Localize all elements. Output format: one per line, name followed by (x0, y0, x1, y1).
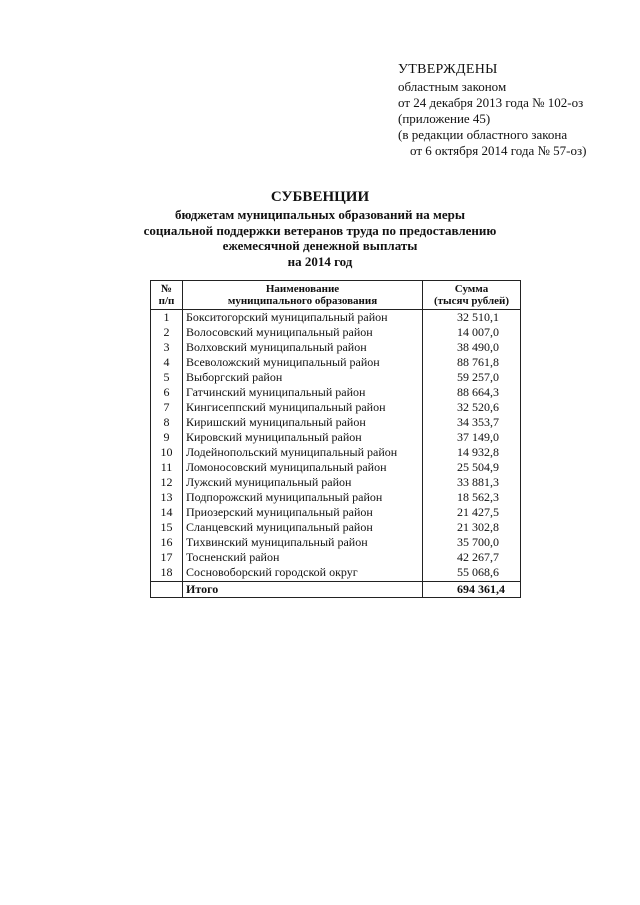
row-name: Кингисеппский муниципальный район (183, 400, 423, 415)
row-sum: 33 881,3 (423, 475, 521, 490)
row-number: 15 (151, 520, 183, 535)
header-text: № (160, 283, 173, 295)
row-sum: 21 427,5 (423, 505, 521, 520)
row-sum: 38 490,0 (423, 340, 521, 355)
approval-block (398, 62, 586, 159)
row-number: 7 (151, 400, 183, 415)
document-heading (0, 188, 640, 269)
row-sum: 59 257,0 (423, 370, 521, 385)
row-number: 2 (151, 325, 183, 340)
table-row (151, 340, 521, 355)
column-header-number (151, 281, 183, 310)
row-name: Кировский муниципальный район (183, 430, 423, 445)
approval-line: областным законом (398, 79, 507, 94)
row-sum: 18 562,3 (423, 490, 521, 505)
row-number: 14 (151, 505, 183, 520)
table-row (151, 535, 521, 550)
total-number-cell (151, 582, 183, 598)
subsidy-table (150, 280, 521, 598)
row-name: Лужский муниципальный район (183, 475, 423, 490)
approval-line: (в редакции областного закона (398, 127, 568, 142)
table-row (151, 520, 521, 535)
column-header-sum (423, 281, 521, 310)
row-number: 1 (151, 310, 183, 326)
row-sum: 37 149,0 (423, 430, 521, 445)
heading-line: ежемесячной денежной выплаты (222, 238, 418, 253)
header-text: муниципального образования (227, 295, 378, 307)
row-name: Сланцевский муниципальный район (183, 520, 423, 535)
row-number: 4 (151, 355, 183, 370)
row-name: Выборгский район (183, 370, 423, 385)
approval-line: от 6 октября 2014 года № 57-оз) (410, 143, 587, 158)
total-sum: 694 361,4 (423, 582, 521, 598)
table-row (151, 460, 521, 475)
heading-line: на 2014 год (287, 253, 353, 269)
row-sum: 55 068,6 (423, 565, 521, 582)
row-sum: 32 510,1 (423, 310, 521, 326)
row-number: 3 (151, 340, 183, 355)
row-number: 8 (151, 415, 183, 430)
row-name: Лодейнопольский муниципальный район (183, 445, 423, 460)
row-sum: 32 520,6 (423, 400, 521, 415)
row-number: 9 (151, 430, 183, 445)
table-row (151, 385, 521, 400)
row-name: Волховский муниципальный район (183, 340, 423, 355)
table-row (151, 325, 521, 340)
heading-line: бюджетам муниципальных образований на меры (175, 207, 465, 222)
table-body (151, 310, 521, 582)
table-header-row (151, 281, 521, 310)
table-row (151, 310, 521, 326)
row-name: Бокситогорский муниципальный район (183, 310, 423, 326)
row-name: Волосовский муниципальный район (183, 325, 423, 340)
document-title: СУБВЕНЦИИ (270, 189, 370, 205)
row-sum: 14 007,0 (423, 325, 521, 340)
row-sum: 42 267,7 (423, 550, 521, 565)
table-row (151, 400, 521, 415)
row-name: Ломоносовский муниципальный район (183, 460, 423, 475)
approval-line: (приложение 45) (398, 111, 491, 126)
table-row (151, 445, 521, 460)
row-name: Тосненский район (183, 550, 423, 565)
row-sum: 25 504,9 (423, 460, 521, 475)
heading-line: социальной поддержки ветеранов труда по предоставлению (143, 222, 497, 238)
approval-title: УТВЕРЖДЕНЫ (398, 62, 498, 77)
table-row (151, 370, 521, 385)
row-sum: 88 761,8 (423, 355, 521, 370)
row-number: 12 (151, 475, 183, 490)
column-header-name (183, 281, 423, 310)
row-name: Приозерский муниципальный район (183, 505, 423, 520)
table-row (151, 490, 521, 505)
row-number: 6 (151, 385, 183, 400)
row-name: Киришский муниципальный район (183, 415, 423, 430)
row-name: Тихвинский муниципальный район (183, 535, 423, 550)
table-row (151, 475, 521, 490)
table-row (151, 415, 521, 430)
row-number: 10 (151, 445, 183, 460)
approval-line: от 24 декабря 2013 года № 102-оз (398, 95, 584, 110)
row-sum: 35 700,0 (423, 535, 521, 550)
row-number: 11 (151, 460, 183, 475)
row-name: Всеволожский муниципальный район (183, 355, 423, 370)
table-row (151, 355, 521, 370)
row-sum: 14 932,8 (423, 445, 521, 460)
row-sum: 21 302,8 (423, 520, 521, 535)
header-text: Сумма (454, 283, 489, 295)
row-sum: 34 353,7 (423, 415, 521, 430)
row-number: 17 (151, 550, 183, 565)
row-number: 16 (151, 535, 183, 550)
row-name: Гатчинский муниципальный район (183, 385, 423, 400)
table-row (151, 565, 521, 582)
total-row (151, 582, 521, 598)
row-name: Подпорожский муниципальный район (183, 490, 423, 505)
row-sum: 88 664,3 (423, 385, 521, 400)
header-text: (тысяч рублей) (433, 295, 510, 307)
table-row (151, 430, 521, 445)
row-number: 13 (151, 490, 183, 505)
table-row (151, 550, 521, 565)
row-name: Сосновоборский городской округ (183, 565, 423, 582)
header-text: п/п (158, 295, 175, 307)
table-row (151, 505, 521, 520)
row-number: 5 (151, 370, 183, 385)
row-number: 18 (151, 565, 183, 582)
total-label: Итого (183, 582, 423, 598)
header-text: Наименование (265, 283, 340, 295)
